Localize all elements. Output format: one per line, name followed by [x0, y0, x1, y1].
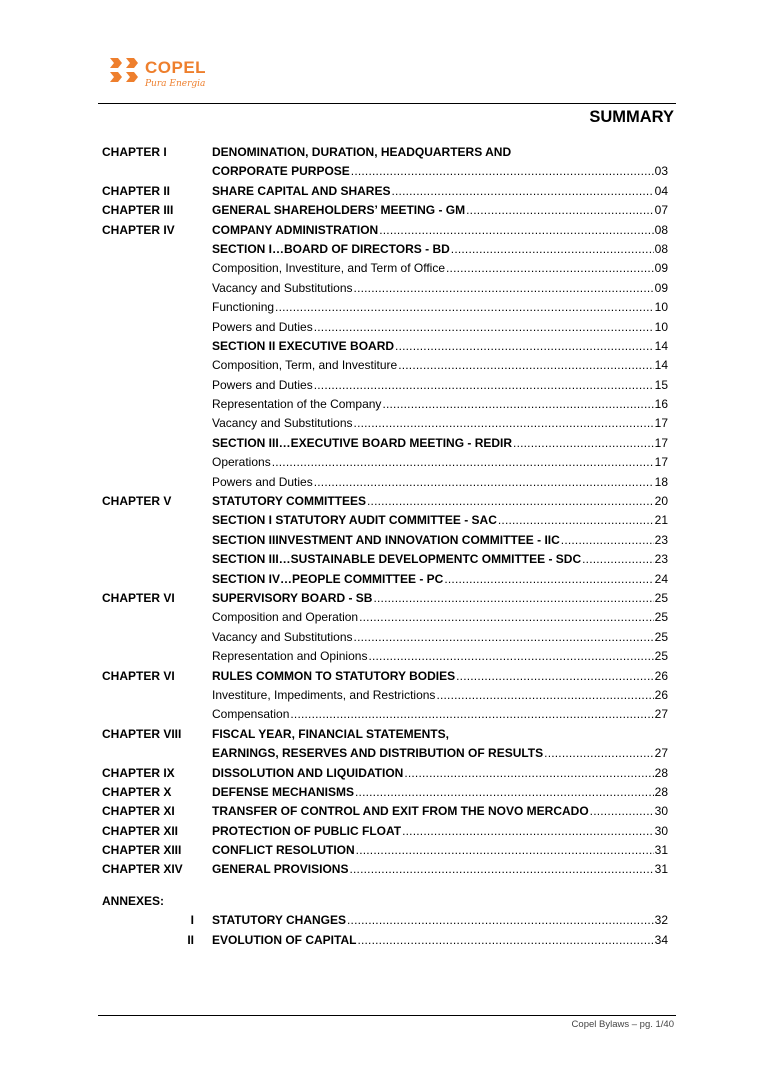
- table-of-contents: [102, 143, 668, 950]
- toc-page-number: 31: [654, 862, 668, 877]
- toc-entry-title: Representation and Opinions: [212, 649, 368, 664]
- toc-entry-title: SUPERVISORY BOARD - SB: [212, 590, 373, 605]
- toc-entry[interactable]: [212, 841, 668, 860]
- dot-leader: [314, 473, 654, 492]
- toc-row: [102, 453, 668, 472]
- chapter-label: CHAPTER XIII: [102, 843, 182, 858]
- toc-entry-title: Vacancy and Substitutions: [212, 280, 353, 295]
- toc-entry[interactable]: [212, 298, 668, 317]
- toc-page-number: 10: [654, 319, 668, 334]
- toc-page-number: 27: [654, 707, 668, 722]
- toc-row: [102, 337, 668, 356]
- toc-row: [102, 318, 668, 337]
- dot-leader: [354, 628, 654, 647]
- toc-entry-title: SECTION II EXECUTIVE BOARD: [212, 338, 395, 353]
- toc-page-number: 07: [654, 203, 668, 218]
- toc-row: [102, 725, 668, 744]
- toc-page-number: 23: [654, 532, 668, 547]
- toc-page-number: 28: [654, 765, 668, 780]
- dot-leader: [275, 298, 654, 317]
- toc-entry[interactable]: [212, 570, 668, 589]
- toc-entry-title: Functioning: [212, 300, 275, 315]
- toc-entry[interactable]: [212, 356, 668, 375]
- toc-entry[interactable]: [212, 376, 668, 395]
- toc-entry[interactable]: [212, 473, 668, 492]
- dot-leader: [314, 318, 654, 337]
- toc-entry-title: Composition, Investiture, and Term of Office: [212, 261, 445, 276]
- toc-row: [102, 356, 668, 375]
- chapter-label: CHAPTER VI: [102, 590, 175, 605]
- toc-row: [102, 589, 668, 608]
- dot-leader: [314, 376, 654, 395]
- toc-entry-title: SECTION IV…PEOPLE COMMITTEE - PC: [212, 571, 444, 586]
- toc-row: [102, 473, 668, 492]
- toc-page-number: 28: [654, 784, 668, 799]
- toc-entry-title: Composition, Term, and Investiture: [212, 358, 398, 373]
- page-footer: Copel Bylaws – pg. 1/40: [571, 1019, 674, 1030]
- dot-leader: [368, 647, 653, 666]
- chapter-label: CHAPTER II: [102, 183, 171, 198]
- toc-entry-title: SECTION I…BOARD OF DIRECTORS - BD: [212, 241, 450, 256]
- dot-leader: [272, 453, 654, 472]
- toc-entry[interactable]: [212, 240, 668, 259]
- toc-entry[interactable]: [212, 511, 668, 530]
- toc-page-number: 30: [654, 804, 668, 819]
- toc-entry[interactable]: [212, 201, 668, 220]
- toc-page-number: 09: [654, 261, 668, 276]
- toc-entry-title: GENERAL PROVISIONS: [212, 862, 349, 877]
- page-title: SUMMARY: [589, 108, 674, 126]
- toc-entry-title: Powers and Duties: [212, 377, 313, 392]
- toc-entry[interactable]: [212, 608, 668, 627]
- toc-page-number: 18: [654, 474, 668, 489]
- dot-leader: [513, 434, 654, 453]
- chapter-label: CHAPTER I: [102, 145, 167, 159]
- toc-entry-title: Powers and Duties: [212, 474, 313, 489]
- toc-entry[interactable]: [212, 279, 668, 298]
- chapter-label: CHAPTER XIV: [102, 862, 183, 877]
- toc-page-number: 08: [654, 222, 668, 237]
- logo-tagline: Pura Energia: [145, 79, 206, 89]
- dot-leader: [436, 686, 653, 705]
- toc-row: [102, 531, 668, 550]
- toc-row: [102, 240, 668, 259]
- annex-number: II: [187, 932, 194, 947]
- toc-page-number: 24: [654, 571, 668, 586]
- dot-leader: [354, 279, 654, 298]
- toc-entry-title: SECTION III…SUSTAINABLE DEVELOPMENTC OMMITTEE - SDC: [212, 552, 582, 567]
- toc-page-number: 26: [654, 668, 668, 683]
- toc-page-number: 14: [654, 358, 668, 373]
- toc-page-number: 25: [654, 590, 668, 605]
- toc-entry[interactable]: [212, 705, 668, 724]
- toc-row: [102, 376, 668, 395]
- toc-entry[interactable]: [212, 628, 668, 647]
- toc-row: [102, 279, 668, 298]
- toc-page-number: 17: [654, 455, 668, 470]
- toc-row: [102, 511, 668, 530]
- toc-row: [102, 259, 668, 278]
- toc-row: [102, 647, 668, 666]
- dot-leader: [582, 550, 654, 569]
- toc-row: [102, 744, 668, 763]
- chapter-label: CHAPTER IX: [102, 765, 175, 780]
- toc-row: [102, 822, 668, 841]
- annex-entry[interactable]: [212, 911, 668, 930]
- toc-entry[interactable]: [212, 453, 668, 472]
- dot-leader: [356, 841, 654, 860]
- toc-entry[interactable]: [212, 221, 668, 240]
- toc-page-number: 15: [654, 377, 668, 392]
- toc-row: [102, 628, 668, 647]
- annex-row: [102, 931, 668, 950]
- toc-entry[interactable]: [212, 647, 668, 666]
- toc-page-number: 31: [654, 843, 668, 858]
- toc-row: [102, 860, 668, 879]
- toc-row: [102, 841, 668, 860]
- toc-page-number: 03: [654, 164, 668, 179]
- toc-row: [102, 667, 668, 686]
- annex-entry[interactable]: [212, 931, 668, 950]
- chapter-label: CHAPTER X: [102, 784, 172, 799]
- toc-row: [102, 550, 668, 569]
- dot-leader: [379, 221, 653, 240]
- toc-row: [102, 686, 668, 705]
- toc-entry-title: GENERAL SHAREHOLDERS’ MEETING - GM: [212, 203, 466, 218]
- toc-entry-title: STATUTORY COMMITTEES: [212, 494, 367, 509]
- dot-leader: [466, 201, 654, 220]
- toc-page-number: 26: [654, 687, 668, 702]
- dot-leader: [367, 492, 654, 511]
- annex-number: I: [190, 913, 194, 928]
- annex-title: STATUTORY CHANGES: [212, 913, 347, 928]
- toc-entry[interactable]: [212, 492, 668, 511]
- dot-leader: [373, 589, 653, 608]
- toc-page-number: 25: [654, 629, 668, 644]
- toc-entry-title: FISCAL YEAR, FINANCIAL STATEMENTS,: [212, 726, 449, 741]
- toc-entry[interactable]: [212, 744, 668, 763]
- toc-entry[interactable]: [212, 860, 668, 879]
- toc-page-number: 21: [654, 513, 668, 528]
- annex-row: [102, 911, 668, 930]
- annexes-heading: ANNEXES:: [102, 893, 165, 908]
- dot-leader: [446, 259, 654, 278]
- dot-leader: [451, 240, 654, 259]
- toc-entry[interactable]: [212, 434, 668, 453]
- toc-entry-title: EARNINGS, RESERVES AND DISTRIBUTION OF RESULTS: [212, 746, 544, 761]
- copel-logo-mark-icon: [108, 55, 140, 85]
- dot-leader: [544, 744, 653, 763]
- dot-leader: [290, 705, 653, 724]
- toc-page-number: 04: [654, 183, 668, 198]
- toc-entry[interactable]: [212, 589, 668, 608]
- toc-page-number: 27: [654, 746, 668, 761]
- dot-leader: [355, 783, 654, 802]
- toc-page-number: 30: [654, 823, 668, 838]
- dot-leader: [349, 860, 653, 879]
- annex-page-number: 32: [654, 913, 668, 928]
- dot-leader: [402, 822, 654, 841]
- toc-entry-title: Vacancy and Substitutions: [212, 416, 353, 431]
- toc-entry[interactable]: [212, 259, 668, 278]
- toc-entry-title: CORPORATE PURPOSE: [212, 164, 350, 179]
- toc-entry-title: DISSOLUTION AND LIQUIDATION: [212, 765, 404, 780]
- dot-leader: [590, 802, 654, 821]
- toc-entry-title: SECTION III…EXECUTIVE BOARD MEETING - REDIR: [212, 435, 513, 450]
- toc-entry-title: Powers and Duties: [212, 319, 313, 334]
- chapter-label: CHAPTER XI: [102, 804, 175, 819]
- toc-row: [102, 182, 668, 201]
- toc-row: [102, 162, 668, 181]
- toc-entry-title: Investiture, Impediments, and Restrictions: [212, 687, 436, 702]
- toc-entry[interactable]: [212, 822, 668, 841]
- toc-row: [102, 705, 668, 724]
- toc-row: [102, 395, 668, 414]
- toc-entry[interactable]: [212, 337, 668, 356]
- toc-entry[interactable]: [212, 182, 668, 201]
- footer-divider: [98, 1015, 676, 1016]
- toc-entry-title: DENOMINATION, DURATION, HEADQUARTERS AND: [212, 145, 512, 159]
- annex-page-number: 34: [654, 932, 668, 947]
- toc-entry[interactable]: [212, 764, 668, 783]
- toc-entry-title: SHARE CAPITAL AND SHARES: [212, 183, 391, 198]
- toc-entry-title: Compensation: [212, 707, 290, 722]
- toc-page-number: 08: [654, 241, 668, 256]
- chapter-label: CHAPTER III: [102, 203, 174, 218]
- chapter-label: CHAPTER XII: [102, 823, 179, 838]
- toc-row: [102, 298, 668, 317]
- chapter-label: CHAPTER VIII: [102, 726, 182, 741]
- chapter-label: CHAPTER V: [102, 494, 172, 509]
- toc-entry-title: Vacancy and Substitutions: [212, 629, 353, 644]
- dot-leader: [382, 395, 653, 414]
- toc-entry-title: Operations: [212, 455, 271, 470]
- toc-entry[interactable]: [212, 686, 668, 705]
- toc-entry-title: PROTECTION OF PUBLIC FLOAT: [212, 823, 402, 838]
- toc-entry[interactable]: [212, 667, 668, 686]
- toc-entry-title: COMPANY ADMINISTRATION: [212, 222, 379, 237]
- toc-entry[interactable]: [212, 414, 668, 433]
- dot-leader: [561, 531, 654, 550]
- toc-row: [102, 414, 668, 433]
- toc-entry-title: Representation of the Company: [212, 397, 382, 412]
- dot-leader: [398, 356, 653, 375]
- toc-entry[interactable]: [212, 162, 668, 181]
- dot-leader: [351, 162, 654, 181]
- toc-entry[interactable]: [212, 318, 668, 337]
- toc-row: [102, 783, 668, 802]
- chapter-label: CHAPTER VI: [102, 668, 175, 683]
- dot-leader: [456, 667, 654, 686]
- toc-entry-title: SECTION I STATUTORY AUDIT COMMITTEE - SAC: [212, 513, 497, 528]
- toc-page-number: 14: [654, 338, 668, 353]
- toc-entry[interactable]: [212, 783, 668, 802]
- toc-page-number: 10: [654, 300, 668, 315]
- dot-leader: [444, 570, 653, 589]
- toc-row: [102, 608, 668, 627]
- dot-leader: [391, 182, 653, 201]
- toc-page-number: 23: [654, 552, 668, 567]
- toc-row: [102, 143, 668, 162]
- toc-row: [102, 492, 668, 511]
- toc-page-number: 16: [654, 397, 668, 412]
- dot-leader: [395, 337, 654, 356]
- toc-entry[interactable]: [212, 395, 668, 414]
- toc-page-number: 17: [654, 416, 668, 431]
- toc-entry[interactable]: [212, 531, 668, 550]
- toc-entry-title: TRANSFER OF CONTROL AND EXIT FROM THE NOVO MERCADO: [212, 804, 589, 819]
- toc-page-number: 25: [654, 649, 668, 664]
- header-divider: [98, 103, 676, 104]
- toc-page-number: 20: [654, 494, 668, 509]
- toc-row: [102, 221, 668, 240]
- toc-entry-title: CONFLICT RESOLUTION: [212, 843, 355, 858]
- toc-entry-title: DEFENSE MECHANISMS: [212, 784, 355, 799]
- dot-leader: [354, 414, 654, 433]
- dot-leader: [357, 931, 653, 950]
- toc-row: [102, 802, 668, 821]
- dot-leader: [498, 511, 654, 530]
- toc-row: [102, 764, 668, 783]
- toc-entry[interactable]: [212, 550, 668, 569]
- toc-entry[interactable]: [212, 802, 668, 821]
- logo-name: COPEL: [145, 58, 207, 77]
- toc-entry[interactable]: [212, 725, 668, 744]
- toc-page-number: 17: [654, 435, 668, 450]
- chapter-label: CHAPTER IV: [102, 222, 175, 237]
- annex-title: EVOLUTION OF CAPITAL: [212, 932, 357, 947]
- toc-entry-title: RULES COMMON TO STATUTORY BODIES: [212, 668, 456, 683]
- toc-row: [102, 201, 668, 220]
- toc-entry-title: Composition and Operation: [212, 610, 359, 625]
- toc-row: [102, 570, 668, 589]
- toc-page-number: 09: [654, 280, 668, 295]
- toc-entry-title: SECTION IIINVESTMENT AND INNOVATION COMMITTEE - IIC: [212, 532, 560, 547]
- copel-logo: [108, 53, 218, 93]
- dot-leader: [404, 764, 653, 783]
- dot-leader: [359, 608, 654, 627]
- dot-leader: [347, 911, 654, 930]
- toc-row: [102, 434, 668, 453]
- toc-page-number: 25: [654, 610, 668, 625]
- toc-entry[interactable]: [212, 143, 668, 162]
